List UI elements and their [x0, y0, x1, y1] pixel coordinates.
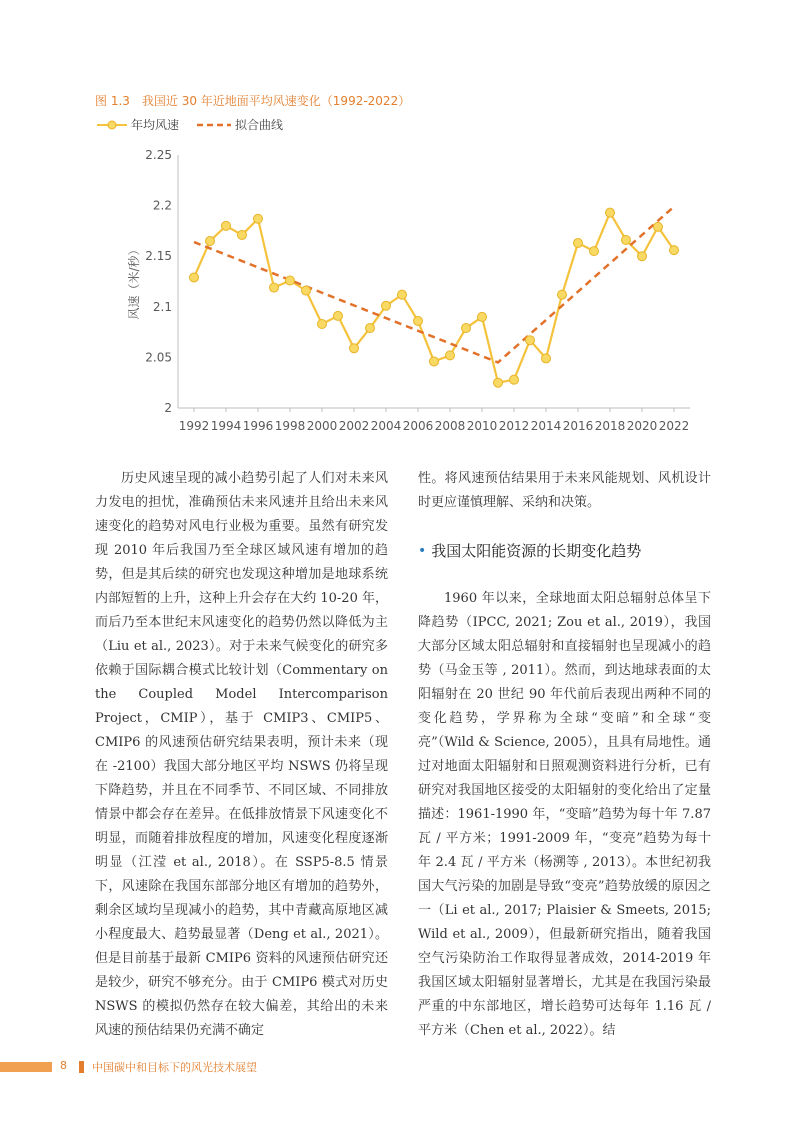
data-point: [478, 312, 487, 321]
section-heading-text: 我国太阳能资源的长期变化趋势: [431, 542, 642, 560]
legend-item-annual: [97, 116, 179, 133]
data-point: [622, 236, 631, 245]
data-point: [574, 239, 583, 248]
data-point: [222, 221, 231, 230]
data-point: [334, 311, 343, 320]
figure-title: 图 1.3 我国近 30 年近地面平均风速变化（1992-2022）: [95, 94, 411, 108]
wind-speed-chart: [120, 145, 700, 440]
section-heading: [418, 540, 641, 561]
data-point: [654, 222, 663, 231]
legend-label-annual: 年均风速: [131, 118, 180, 132]
x-tick-label: 2014: [530, 419, 562, 433]
data-point: [590, 247, 599, 256]
data-point: [206, 237, 215, 246]
footer-bar: [0, 1062, 52, 1072]
data-point: [318, 320, 327, 329]
x-tick-label: 1994: [210, 419, 242, 433]
y-tick-label: 2.2: [152, 198, 172, 213]
x-tick-label: 2000: [306, 419, 338, 433]
data-point: [382, 301, 391, 310]
data-point: [462, 324, 471, 333]
data-point: [526, 336, 535, 345]
left-column: [95, 467, 388, 1043]
y-axis-label: 风速（米/秒）: [127, 243, 141, 320]
y-tick-label: 2.15: [145, 249, 172, 264]
y-tick-label: 2: [164, 401, 172, 415]
data-point: [286, 276, 295, 285]
y-tick-label: 2.25: [145, 148, 172, 162]
x-tick-label: 2006: [402, 419, 434, 433]
data-point: [670, 246, 679, 255]
bullet-icon: •: [418, 542, 427, 559]
data-point: [446, 351, 455, 360]
x-tick-label: 2004: [370, 419, 402, 433]
x-tick-label: 2010: [466, 419, 498, 433]
paragraph-continuation: 性。将风速预估结果用于未来风能规划、风机设计时更应谨慎理解、采纳和决策。: [418, 471, 711, 510]
data-point: [510, 375, 519, 384]
chart-legend: [97, 116, 301, 133]
right-column-bottom: [418, 587, 711, 1043]
data-point: [430, 357, 439, 366]
x-tick-label: 1996: [242, 419, 274, 433]
data-point: [638, 252, 647, 261]
data-point: [238, 230, 247, 239]
page-number: 8: [60, 1059, 67, 1072]
data-point: [350, 344, 359, 353]
data-point: [254, 214, 263, 223]
x-tick-label: 2018: [594, 419, 626, 433]
data-point: [542, 354, 551, 363]
legend-label-fit: 拟合曲线: [235, 118, 284, 132]
data-point: [558, 290, 567, 299]
x-tick-label: 1992: [178, 419, 210, 433]
x-tick-label: 1998: [274, 419, 306, 433]
paragraph: 1960 年以来，全球地面太阳总辐射总体呈下降趋势（IPCC, 2021; Zou et al., 2019），我国大部分区域太阳总辐射和直接辐射也呈现减小的趋势（马金玉等 , 2011）。然而，到达地球表面的太阳辐射在 20 世纪 90 年代前后表现出两种不同的变化趋势，学界称为全球“变暗”和全球“变亮”（Wild & Science, 2005），且具有局地性。通过对地面太阳辐射和日照观测资料进行分析，已有研究对我国地区接受的太阳辐射的变化给出了定量描述：1961-1990 年，“变暗”趋势为每十年 7.87 瓦 / 平方米；1991-2009 年，“变亮”趋势为每十年 2.4 瓦 / 平方米（杨溯等 , 2013）。本世纪初我国大气污染的加剧是导致“变亮”趋势放缓的原因之一（Li et al., 2017; Plaisier & Smeets, 2015; Wild et al., 2009），但最新研究指出，随着我国空气污染防治工作取得显著成效，2014-2019 年我国区域太阳辐射显著增长，尤其是在我国污染最严重的中东部地区，增长趋势可达每年 1.16 瓦 / 平方米（Chen et al., 2022）。结: [418, 591, 711, 1038]
x-tick-label: 2008: [434, 419, 466, 433]
data-point: [366, 324, 375, 333]
right-column-top: [418, 467, 711, 515]
x-tick-label: 2002: [338, 419, 370, 433]
x-tick-label: 2016: [562, 419, 594, 433]
y-tick-label: 2.1: [152, 299, 172, 314]
x-tick-label: 2012: [498, 419, 530, 433]
footer-title: 中国碳中和目标下的风光技术展望: [92, 1061, 257, 1074]
footer-divider: [79, 1061, 84, 1073]
legend-item-fit: [197, 116, 283, 133]
y-tick-label: 2.05: [145, 350, 172, 365]
x-tick-label: 2020: [626, 419, 658, 433]
data-point: [414, 316, 423, 325]
line-marker-icon: [97, 120, 127, 130]
data-point: [270, 283, 279, 292]
data-point: [190, 273, 199, 282]
x-tick-label: 2022: [658, 419, 690, 433]
paragraph: 历史风速呈现的减小趋势引起了人们对未来风力发电的担忧，准确预估未来风速并且给出未来风速变化的趋势对风电行业极为重要。虽然有研究发现 2010 年后我国乃至全球区域风速有增加的趋势，但是其后续的研究也发现这种增加是地球系统内部短暂的上升，这种上升会存在大约 10-20 年，而后乃至本世纪末风速变化的趋势仍然以降低为主（Liu et al., 2023）。对于未来气候变化的研究多依赖于国际耦合模式比较计划（Commentary on the Coupled Model Intercomparison Project，CMIP），基于 CMIP3、CMIP5、CMIP6 的风速预估研究结果表明，预计未来（现在 -2100）我国大部分地区平均 NSWS 仍将呈现下降趋势，并且在不同季节、不同区域、不同排放情景中都会存在差异。在低排放情景下风速变化不明显，而随着排放程度的增加，风速变化程度逐渐明显（江滢 et al., 2018）。在 SSP5-8.5 情景下，风速除在我国东部部分地区有增加的趋势外，剩余区域均呈现减小的趋势，其中青藏高原地区减小程度最大、趋势最显著（Deng et al., 2021）。但是目前基于最新 CMIP6 资料的风速预估研究还是较少，研究不够充分。由于 CMIP6 模式对历史 NSWS 的模拟仍然存在较大偏差，其给出的未来风速的预估结果仍充满不确定: [95, 471, 388, 1038]
data-point: [606, 208, 615, 217]
data-point: [302, 286, 311, 295]
data-point: [398, 290, 407, 299]
dashed-line-icon: [197, 120, 231, 130]
data-point: [494, 378, 503, 387]
